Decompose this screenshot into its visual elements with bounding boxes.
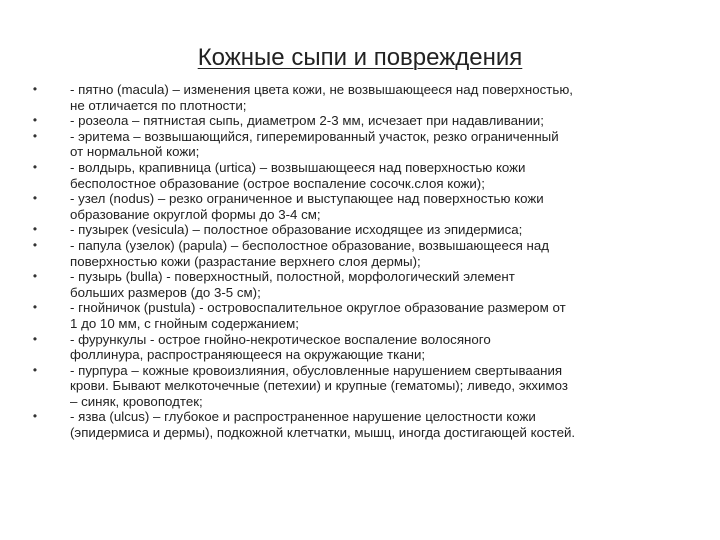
bullet-icon: • <box>32 269 38 284</box>
list-item-line: - эритема – возвышающийся, гиперемированный участок, резко ограниченный <box>70 128 559 144</box>
bullet-icon: • <box>32 409 38 424</box>
list-item <box>30 222 700 238</box>
list-item <box>30 129 700 160</box>
list-item-line: бесполостное образование (острое воспаление сосочк.слоя кожи); <box>70 175 485 191</box>
list-item-line: - узел (nodus) – резко ограниченное и выступающее над поверхностью кожи <box>70 191 544 207</box>
list-item <box>30 269 700 300</box>
list-item-line: образование округлой формы до 3-4 см; <box>70 206 321 222</box>
list-item <box>30 238 700 269</box>
bullet-icon: • <box>32 82 38 96</box>
list-item <box>30 300 700 331</box>
list-item-line: поверхностью кожи (разрастание верхнего слоя дермы); <box>70 253 421 269</box>
bullet-icon: • <box>32 113 38 128</box>
bullet-icon: • <box>32 300 38 315</box>
list-item-line: крови. Бывают мелкоточечные (петехии) и крупные (гематомы); ливедо, экхимоз <box>70 378 568 394</box>
list-item-line: фоллинура, распространяющееся на окружающие ткани; <box>70 347 426 363</box>
list-item-line: 1 до 10 мм, с гнойным содержанием; <box>70 315 299 331</box>
bullet-icon: • <box>32 159 38 174</box>
list-item-line: не отличается по плотности; <box>70 97 247 113</box>
list-item-line: - пузырек (vesicula) – полостное образование исходящее из эпидермиса; <box>70 222 523 238</box>
bullet-icon: • <box>32 331 38 346</box>
list-item-line: - розеола – пятнистая сыпь, диаметром 2-3 мм, исчезает при надавливании; <box>70 113 544 129</box>
definition-list <box>30 82 700 441</box>
list-item <box>30 113 700 129</box>
list-item-line: (эпидермиса и дермы), подкожной клетчатки, мышц, иногда достигающей костей. <box>70 425 576 441</box>
slide-title: Кожные сыпи и повреждения <box>197 44 523 71</box>
list-item-line: - пятно (macula) – изменения цвета кожи, не возвышающееся над поверхностью, <box>70 82 573 97</box>
list-item-line: - пурпура – кожные кровоизлияния, обусловленные нарушением свертываания <box>70 362 563 378</box>
bullet-icon: • <box>32 362 38 377</box>
list-item <box>30 82 700 113</box>
bullet-icon: • <box>32 222 38 237</box>
list-item-line: - волдырь, крапивница (urtica) – возвышающееся над поверхностью кожи <box>70 159 526 175</box>
bullet-icon: • <box>32 237 38 252</box>
list-item-line: - фурункулы - острое гнойно-некротическое воспаление волосяного <box>70 331 491 347</box>
list-item-line: от нормальной кожи; <box>70 144 200 160</box>
list-item-line: - папула (узелок) (papula) – бесполостное образование, возвышающееся над <box>70 237 549 253</box>
list-item-line: - язва (ulcus) – глубокое и распространенное нарушение целостности кожи <box>70 409 536 425</box>
list-item <box>30 191 700 222</box>
list-item-line: больших размеров (до 3-5 см); <box>70 284 261 300</box>
bullet-icon: • <box>32 191 38 206</box>
bullet-icon: • <box>32 128 38 143</box>
list-item-line: – синяк, кровоподтек; <box>70 393 203 409</box>
list-item <box>30 160 700 191</box>
list-item <box>30 332 700 363</box>
list-item-line: - пузырь (bulla) - поверхностный, полостной, морфологический элемент <box>70 269 515 285</box>
list-item <box>30 409 700 440</box>
list-item <box>30 363 700 410</box>
list-item-line: - гнойничок (pustula) - островоспалительное округлое образование размером от <box>70 300 566 316</box>
